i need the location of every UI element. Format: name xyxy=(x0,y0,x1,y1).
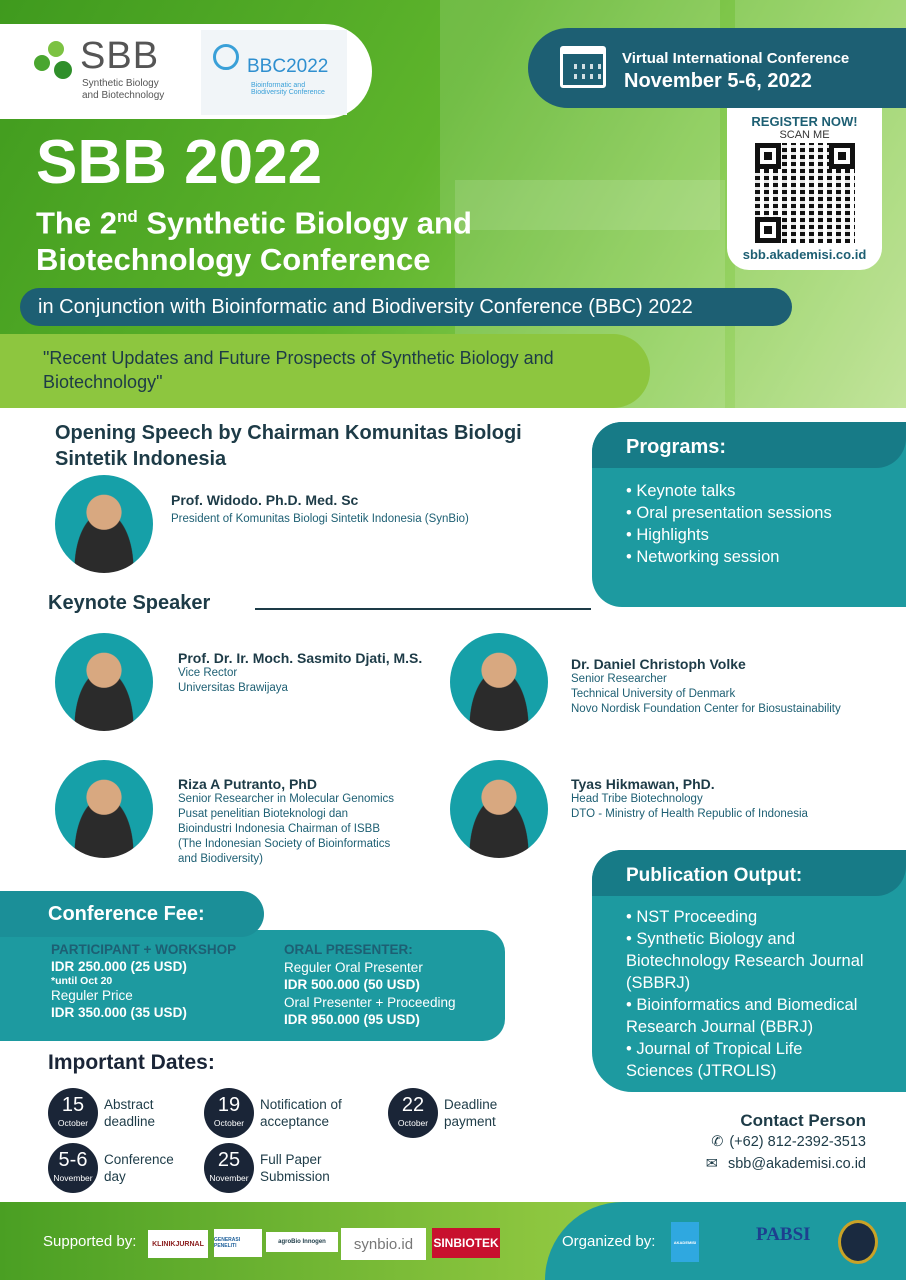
sponsor-logo: GENERASI PENELITI xyxy=(214,1229,262,1257)
date-item: 15 October Abstract deadline xyxy=(48,1088,98,1138)
date-item: 22 October Deadline payment xyxy=(388,1088,438,1138)
fee-participant: PARTICIPANT + WORKSHOP IDR 250.000 (25 USD) *until Oct 20 Reguler Price IDR 350.000 (35 USD) xyxy=(51,942,237,1020)
divider xyxy=(255,608,591,610)
fee-oral: ORAL PRESENTER: Reguler Oral Presenter IDR 500.000 (50 USD) Oral Presenter + Proceeding IDR 950.000 (95 USD) xyxy=(284,942,456,1027)
date-item: 19 October Notification of acceptance xyxy=(204,1088,254,1138)
publication-list: • NST Proceeding • Synthetic Biology and Biotechnology Research Journal (SBBRJ) • Bioinformatics and Biomedical Research Journal (BBRJ) • Journal of Tropical Life Sciences (JTROLIS) xyxy=(626,908,864,1080)
conference-title: SBB 2022 The 2nd Synthetic Biology and Biotechnology Conference xyxy=(36,128,472,278)
organizer-logo: AKADEMISI xyxy=(671,1222,699,1262)
opening-heading: Opening Speech by Chairman Komunitas Biologi Sintetik Indonesia xyxy=(55,422,522,470)
mail-icon: ✉ xyxy=(705,1156,718,1172)
contact-email[interactable]: ✉ sbb@akademisi.co.id xyxy=(705,1156,866,1172)
conjunction-banner: in Conjunction with Bioinformatic and Biodiversity Conference (BBC) 2022 xyxy=(20,288,792,326)
contact-phone[interactable]: ✆ (+62) 812-2392-3513 xyxy=(711,1134,866,1150)
avatar xyxy=(55,475,153,573)
contact-heading: Contact Person xyxy=(740,1111,866,1130)
calendar-icon xyxy=(560,46,606,88)
programs-panel: Programs: • Keynote talks • Oral presentation sessions • Highlights • Networking session xyxy=(592,422,906,607)
university-seal xyxy=(838,1220,878,1264)
avatar xyxy=(450,633,548,731)
sponsor-logo: SINBIOTEK xyxy=(432,1228,500,1258)
speaker-4: Tyas Hikmawan, PhD. Head Tribe Biotechnology DTO - Ministry of Health Republic of Indonesia xyxy=(571,776,808,820)
molecule-icon xyxy=(34,41,76,81)
logo-panel: SBB Synthetic Biology and Biotechnology xyxy=(0,24,372,119)
fee-heading: Conference Fee: xyxy=(0,891,264,937)
qr-code[interactable] xyxy=(755,143,855,243)
theme-banner: "Recent Updates and Future Prospects of Synthetic Biology and Biotechnology" xyxy=(0,334,650,408)
avatar xyxy=(55,760,153,858)
speaker-2: Dr. Daniel Christoph Volke Senior Researcher Technical University of Denmark Novo Nordisk Foundation Center for Biosustainability xyxy=(571,656,841,715)
speaker-1: Prof. Dr. Ir. Moch. Sasmito Djati, M.S. Vice Rector Universitas Brawijaya xyxy=(178,650,423,694)
registration-url[interactable]: sbb.akademisi.co.id xyxy=(742,247,867,262)
date-item: 5-6 November Conference day xyxy=(48,1143,98,1193)
organizer-logo: PABSI xyxy=(756,1224,811,1245)
phone-icon: ✆ xyxy=(711,1134,724,1150)
programs-list: • Keynote talks • Oral presentation sessions • Highlights • Networking session xyxy=(626,482,832,566)
network-icon xyxy=(213,44,239,70)
publication-panel: Publication Output: • NST Proceeding • Synthetic Biology and Biotechnology Research Journal (SBBRJ) • Bioinformatics and Biomedical Research Journal (BBRJ) • Journal of Tropical Life Sciences (JTROLIS) xyxy=(592,850,906,1092)
date-item: 25 November Full Paper Submission xyxy=(204,1143,254,1193)
avatar xyxy=(55,633,153,731)
sponsor-logo: synbio.id xyxy=(341,1228,426,1260)
sponsor-logo: agroBio Innogen xyxy=(266,1232,338,1252)
dates-heading: Important Dates: xyxy=(48,1051,215,1074)
sponsor-logo: KLINIKJURNAL xyxy=(148,1230,208,1258)
event-date-badge: Virtual International Conference November 5-6, 2022 xyxy=(528,28,906,108)
keynote-heading: Keynote Speaker xyxy=(48,592,211,614)
avatar xyxy=(450,760,548,858)
bbc-logo: BBC2022 Bioinformatic and Biodiversity Conference xyxy=(201,30,347,115)
speaker-3: Riza A Putranto, PhD Senior Researcher in Molecular Genomics Pusat penelitian Bioteknologi dan Bioindustri Indonesia Chairman of ISBB (The Indonesian Society of Bioinformatics and Biodiversity) xyxy=(178,776,395,865)
register-qr-panel[interactable]: REGISTER NOW! SCAN ME sbb.akademisi.co.id xyxy=(727,108,882,270)
